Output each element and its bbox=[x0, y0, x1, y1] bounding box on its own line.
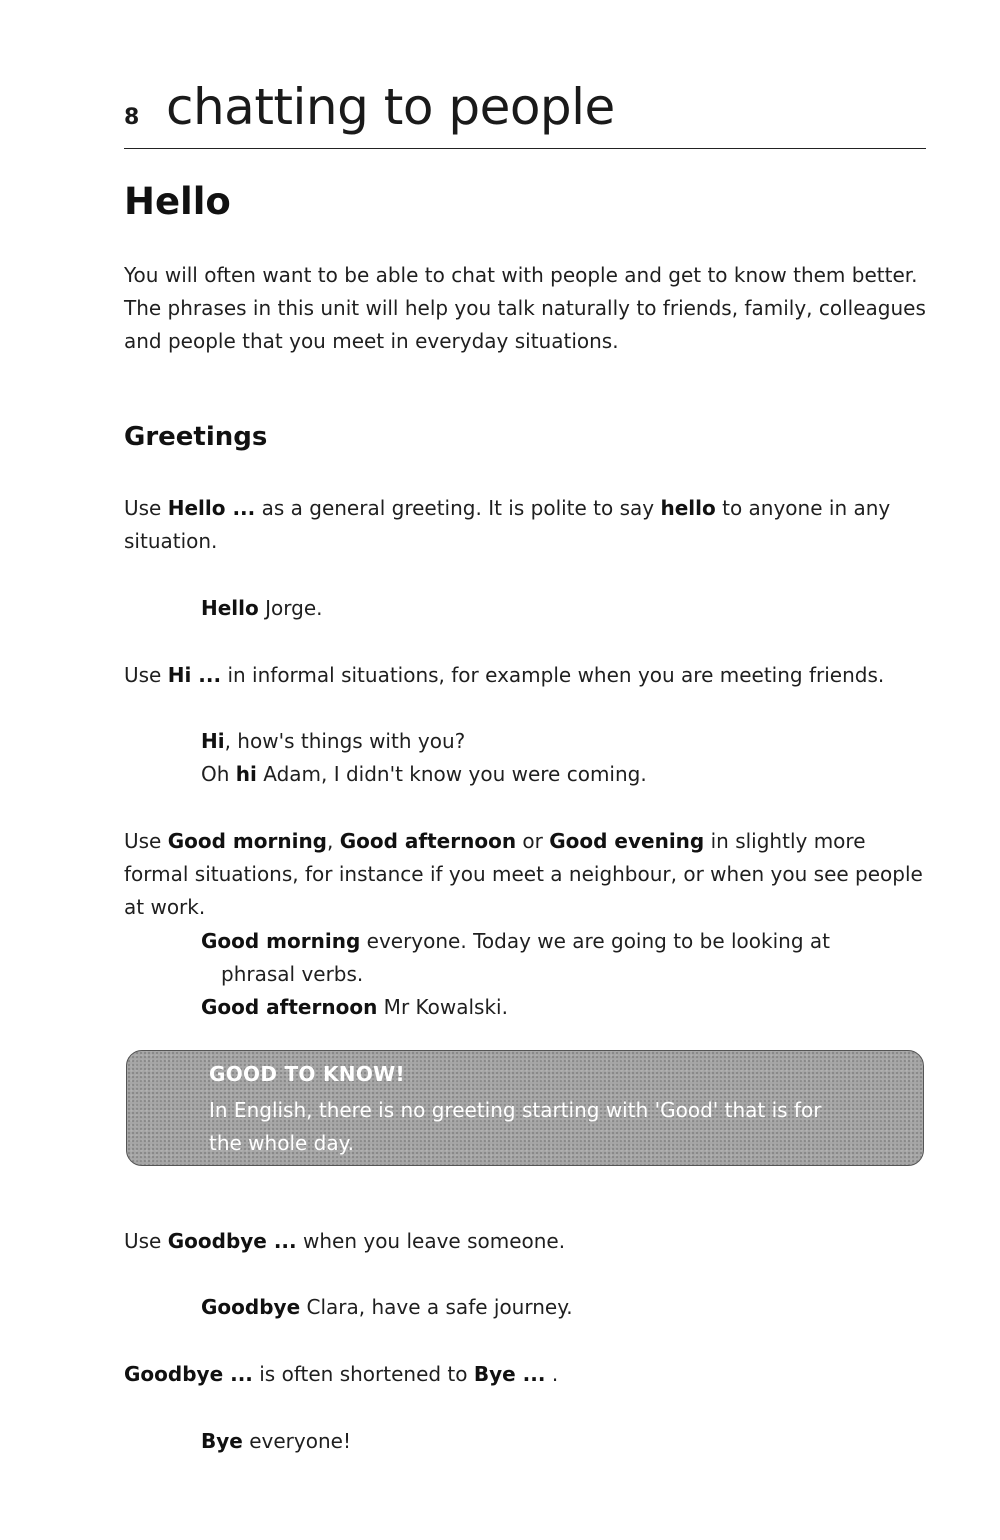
example-line: Hi, how's things with you? bbox=[201, 729, 466, 753]
unit-header bbox=[124, 78, 926, 149]
section-title: Hello bbox=[124, 180, 231, 223]
goodbye-rule: Use Goodbye ... when you leave someone. bbox=[124, 1229, 566, 1253]
example-line: Good afternoon Mr Kowalski. bbox=[201, 995, 508, 1019]
bye-example: Bye everyone! bbox=[201, 1429, 351, 1453]
hi-examples bbox=[201, 725, 901, 791]
example-continuation: phrasal verbs. bbox=[221, 962, 364, 986]
good-rule: Use Good morning, Good afternoon or Good evening in slightly more formal situations, for instance if you meet a neighbour, or when you see people at work. bbox=[124, 829, 923, 919]
hi-rule: Use Hi ... in informal situations, for example when you are meeting friends. bbox=[124, 663, 885, 687]
hello-example: Hello Jorge. bbox=[201, 596, 323, 620]
subsection-title: Greetings bbox=[124, 422, 268, 452]
unit-title: chatting to people bbox=[166, 78, 615, 136]
good-examples bbox=[201, 925, 901, 1024]
example-line: Oh hi Adam, I didn't know you were coming. bbox=[201, 762, 647, 786]
intro-paragraph: You will often want to be able to chat with people and get to know them better. The phrases in this unit will help you talk naturally to friends, family, colleagues and people that you meet in everyday situations. bbox=[124, 263, 926, 353]
tip-title: GOOD TO KNOW! bbox=[209, 1062, 405, 1086]
tip-text: In English, there is no greeting starting with 'Good' that is for the whole day. bbox=[209, 1098, 822, 1155]
goodbye-example: Goodbye Clara, have a safe journey. bbox=[201, 1295, 573, 1319]
unit-number: 8 bbox=[124, 105, 140, 130]
bye-rule: Goodbye ... is often shortened to Bye ... . bbox=[124, 1362, 559, 1386]
good-to-know-box bbox=[126, 1050, 924, 1166]
example-line: Good morning everyone. Today we are going to be looking at bbox=[201, 929, 830, 953]
hello-rule: Use Hello ... as a general greeting. It is polite to say hello to anyone in any situation. bbox=[124, 496, 891, 553]
